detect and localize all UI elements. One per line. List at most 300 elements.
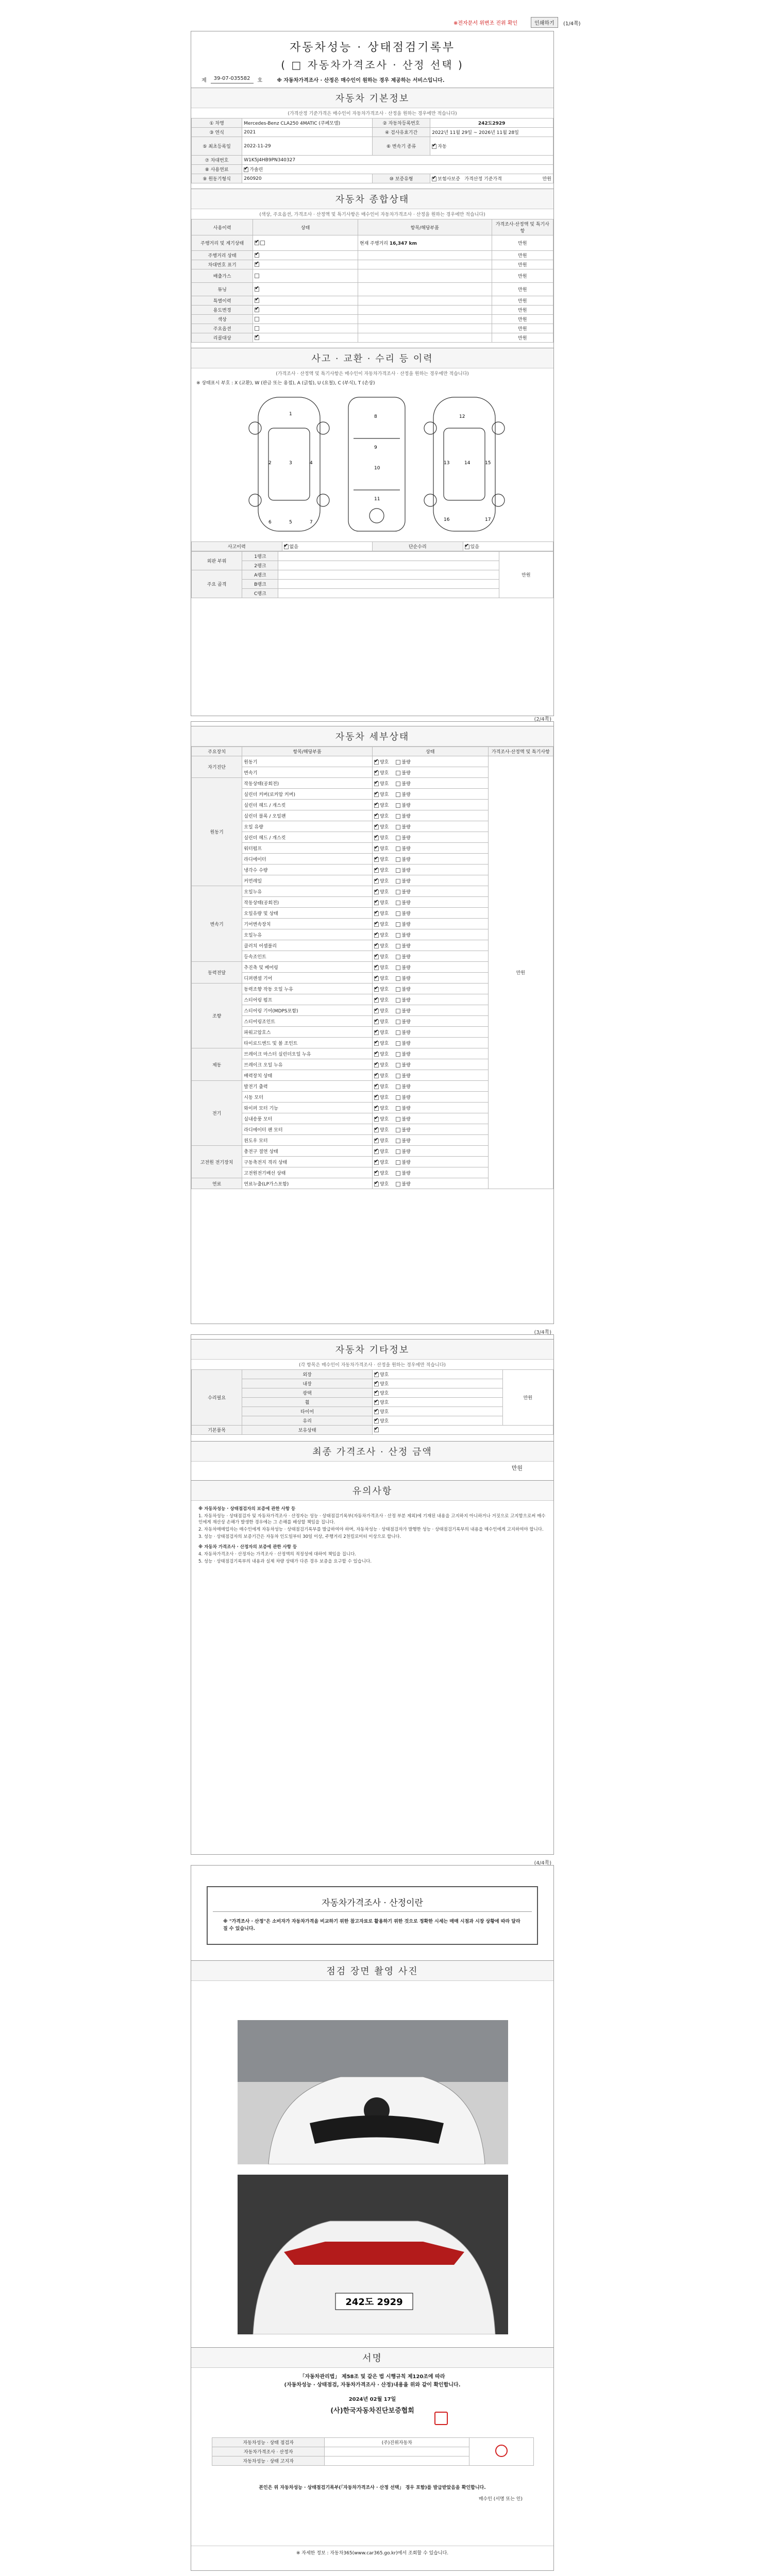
checkbox[interactable] bbox=[396, 1128, 400, 1132]
license-plate-text: 242도 2929 bbox=[345, 2297, 403, 2308]
group-label: 원동기 bbox=[192, 778, 242, 886]
checkbox[interactable] bbox=[374, 868, 379, 873]
checkbox[interactable] bbox=[396, 976, 400, 981]
checkbox[interactable] bbox=[396, 933, 400, 938]
notes-title: 유의사항 bbox=[191, 1480, 553, 1501]
panel-label: 8 bbox=[374, 414, 377, 419]
bad-label: 불량 bbox=[401, 1041, 411, 1046]
unit-cell: 만원 bbox=[492, 333, 553, 343]
rank-items bbox=[278, 580, 499, 589]
bad-label: 불량 bbox=[401, 1160, 411, 1165]
table-row bbox=[192, 315, 553, 324]
checkbox[interactable] bbox=[374, 998, 379, 1003]
checkbox[interactable] bbox=[396, 987, 400, 992]
wheel-outline bbox=[317, 422, 329, 434]
bad-label: 불량 bbox=[401, 889, 411, 895]
checkbox[interactable] bbox=[374, 1009, 379, 1013]
summary-table bbox=[191, 219, 553, 343]
row-label: 용도변경 bbox=[192, 306, 253, 315]
checkbox[interactable] bbox=[374, 1382, 379, 1386]
signer-label: 자동차성능 · 상태 점검자 bbox=[212, 2438, 325, 2447]
checkbox[interactable] bbox=[374, 901, 379, 905]
cell-value: 2021 bbox=[242, 128, 373, 137]
bad-label: 불량 bbox=[401, 933, 411, 938]
rank-label: A랭크 bbox=[242, 570, 278, 580]
checkbox[interactable] bbox=[374, 1149, 379, 1154]
checkbox[interactable] bbox=[374, 846, 379, 851]
item-label: 작동상태(공회전) bbox=[242, 897, 373, 908]
checkbox[interactable] bbox=[396, 944, 400, 948]
checkbox[interactable] bbox=[465, 545, 469, 549]
ok-label: 양호 bbox=[379, 1149, 389, 1155]
checkbox[interactable] bbox=[374, 922, 379, 927]
status-cell bbox=[253, 283, 358, 296]
status-cell bbox=[372, 1167, 488, 1178]
bad-label: 불량 bbox=[401, 868, 411, 873]
status-cell bbox=[372, 951, 488, 962]
ok-label: 양호 bbox=[379, 781, 389, 787]
ok-label: 양호 bbox=[379, 1400, 389, 1405]
checkbox[interactable] bbox=[396, 901, 400, 905]
checkbox[interactable] bbox=[374, 944, 379, 948]
checkbox[interactable] bbox=[374, 1095, 379, 1100]
header-cell: 사용이력 bbox=[192, 219, 253, 235]
panel-label: 12 bbox=[459, 414, 465, 419]
checkbox[interactable] bbox=[396, 1020, 400, 1024]
table-row bbox=[192, 1426, 553, 1435]
checkbox[interactable] bbox=[374, 1030, 379, 1035]
row-label: 리콜대상 bbox=[192, 333, 253, 343]
checkbox[interactable] bbox=[374, 836, 379, 840]
checkbox[interactable] bbox=[396, 825, 400, 829]
panel-label: 15 bbox=[485, 461, 491, 466]
table-row bbox=[192, 156, 553, 165]
outer-panel-label: 외판 부위 bbox=[192, 552, 242, 570]
note-line: 1. 자동차성능 · 상태점검자 및 자동차가격조사 · 산정자는 성능 · 상태점검기록부(자동차가격조사 · 산정 부분 제외)에 기재된 내용을 고지하지 아니하거나 거짓으로 고지함으로써 매수인에게 재산상 손해가 발생한 경우에는 그 손해를 배상할 책임을 집니다. bbox=[198, 1514, 546, 1525]
item-label: 브레이크 오일 누유 bbox=[242, 1059, 373, 1070]
notes-heading-2: ※ 자동차 가격조사 · 산정자의 보증에 관한 사항 등 bbox=[198, 1545, 297, 1550]
ok-label: 양호 bbox=[379, 987, 389, 992]
header-cell: 항목/해당부품 bbox=[242, 747, 373, 756]
row-label: 주행거리 상태 bbox=[192, 251, 253, 260]
signature-org: (사)한국자동차진단보증협회 bbox=[330, 2407, 414, 2415]
final-price-title: 최종 가격조사 · 산정 금액 bbox=[191, 1441, 553, 1462]
checkbox[interactable] bbox=[255, 253, 259, 258]
rear-car-image bbox=[238, 2175, 508, 2334]
item-cell bbox=[358, 269, 492, 283]
item-label: 작동상태(공회전) bbox=[242, 778, 373, 789]
buyer-signature[interactable]: 매수인 (서명 또는 인) bbox=[478, 2497, 523, 2502]
table-row bbox=[192, 1416, 553, 1426]
ok-label: 양호 bbox=[379, 1073, 389, 1079]
status-cell bbox=[372, 919, 488, 929]
rank-label: B랭크 bbox=[242, 580, 278, 589]
table-row bbox=[192, 260, 553, 269]
checkbox[interactable] bbox=[255, 241, 259, 245]
checkbox[interactable] bbox=[374, 1171, 379, 1176]
status-cell bbox=[372, 789, 488, 800]
row-label: 타이어 bbox=[242, 1407, 373, 1416]
checkbox[interactable] bbox=[396, 760, 400, 765]
page-2 bbox=[191, 717, 554, 1324]
checkbox[interactable] bbox=[396, 803, 400, 808]
checkbox[interactable] bbox=[396, 1182, 400, 1187]
panel-label: 4 bbox=[310, 461, 313, 466]
checkbox[interactable] bbox=[396, 868, 400, 873]
item-label: 동력조향 작동 오일 누유 bbox=[242, 984, 373, 994]
checkbox[interactable] bbox=[396, 998, 400, 1003]
status-cell bbox=[372, 962, 488, 973]
note-line: 3. 성능 · 상태점검자의 보증기간은 자동차 인도일부터 30일 이상, 주행거리 2천킬로미터 이상으로 합니다. bbox=[198, 1534, 401, 1539]
table-row bbox=[192, 283, 553, 296]
checkbox[interactable] bbox=[396, 1139, 400, 1143]
cell-label: ⑨ 원동기형식 bbox=[192, 174, 242, 183]
status-cell bbox=[372, 1370, 502, 1379]
header-cell: 가격조사·산정액 및 특기사항 bbox=[492, 219, 553, 235]
checkbox[interactable] bbox=[396, 1074, 400, 1078]
checkbox[interactable] bbox=[255, 262, 259, 267]
status-cell bbox=[253, 306, 358, 315]
item-label: 오일유량 및 상태 bbox=[242, 908, 373, 919]
accident-value: 없음 bbox=[289, 545, 298, 550]
cell-value bbox=[430, 137, 553, 156]
doc-title: 자동차성능 · 상태점검기록부 bbox=[289, 41, 455, 54]
mileage-cell bbox=[358, 235, 492, 251]
item-label: 시동 모터 bbox=[242, 1092, 373, 1103]
bad-label: 불량 bbox=[401, 1008, 411, 1014]
bad-label: 불량 bbox=[401, 1073, 411, 1079]
checkbox[interactable] bbox=[374, 1400, 379, 1405]
checkbox[interactable] bbox=[255, 308, 259, 312]
item-label: 구동축전지 격리 상태 bbox=[242, 1157, 373, 1167]
item-cell bbox=[358, 296, 492, 306]
item-label: 오일누유 bbox=[242, 886, 373, 897]
status-cell bbox=[372, 973, 488, 984]
forgery-check-notice[interactable]: ※전자문서 위변조 진위 확인 bbox=[453, 21, 518, 26]
final-price-unit: 만원 bbox=[511, 1465, 523, 1471]
ok-label: 양호 bbox=[379, 803, 389, 808]
checkbox[interactable] bbox=[374, 1410, 379, 1414]
bad-label: 불량 bbox=[401, 911, 411, 917]
item-cell bbox=[358, 306, 492, 315]
item-cell bbox=[358, 260, 492, 269]
unit-cell: 만원 bbox=[488, 756, 553, 1189]
checkbox[interactable] bbox=[284, 545, 289, 549]
checkbox[interactable] bbox=[396, 890, 400, 894]
ok-label: 양호 bbox=[379, 1008, 389, 1014]
status-cell bbox=[372, 1059, 488, 1070]
item-label: 워터펌프 bbox=[242, 843, 373, 854]
detail-title: 자동차 세부상태 bbox=[191, 726, 553, 747]
status-cell bbox=[372, 821, 488, 832]
wheel-outline bbox=[492, 494, 505, 506]
checkbox[interactable] bbox=[374, 1428, 379, 1432]
checkbox[interactable] bbox=[374, 1052, 379, 1057]
summary-sub: (색상, 주요옵션, 가격조사 · 산정액 및 특기사항은 매수인이 자동차가격조사 · 산정을 원하는 경우에만 적습니다) bbox=[259, 212, 485, 217]
mileage-value: 16,347 km bbox=[389, 241, 417, 246]
item-label: 라디에이터 팬 모터 bbox=[242, 1124, 373, 1135]
bad-label: 불량 bbox=[401, 759, 411, 765]
item-label: 스티어링 기어(MDPS포함) bbox=[242, 1005, 373, 1016]
bad-label: 불량 bbox=[401, 835, 411, 841]
status-cell bbox=[372, 1092, 488, 1103]
checkbox[interactable] bbox=[396, 1030, 400, 1035]
checkbox[interactable] bbox=[374, 1041, 379, 1046]
status-cell bbox=[372, 865, 488, 875]
checkbox[interactable] bbox=[396, 1041, 400, 1046]
etc-sub: (각 항목은 매수인이 자동차가격조사 · 산정을 원하는 경우에만 적습니다) bbox=[299, 1363, 446, 1368]
checkbox[interactable] bbox=[374, 1419, 379, 1423]
checkbox[interactable] bbox=[244, 167, 248, 172]
cell-value: 260920 bbox=[242, 174, 373, 183]
ok-label: 양호 bbox=[379, 889, 389, 895]
buyer-confirmation: 본인은 위 자동차성능 · 상태점검기록부(「자동차가격조사 · 산정 선택」 경우 포함)를 발급받았음을 확인합니다. bbox=[259, 2485, 486, 2490]
panel-label: 1 bbox=[289, 412, 292, 417]
bad-label: 불량 bbox=[401, 900, 411, 906]
checkbox[interactable] bbox=[374, 1182, 379, 1187]
cell-label: ⑥ 변속기 종류 bbox=[372, 137, 430, 156]
checkbox[interactable] bbox=[374, 1160, 379, 1165]
checkbox[interactable] bbox=[396, 1149, 400, 1154]
checkbox[interactable] bbox=[396, 1171, 400, 1176]
checkbox[interactable] bbox=[432, 144, 436, 149]
bad-label: 불량 bbox=[401, 1181, 411, 1187]
status-cell bbox=[372, 800, 488, 810]
table-row bbox=[192, 128, 553, 137]
basic-info-title: 자동차 기본정보 bbox=[191, 88, 553, 108]
ok-label: 양호 bbox=[379, 965, 389, 971]
item-label: 기어변속장치 bbox=[242, 919, 373, 929]
ok-label: 양호 bbox=[379, 1019, 389, 1025]
checkbox[interactable] bbox=[396, 1095, 400, 1100]
cell-value: W1K5J4HB9PN340327 bbox=[242, 156, 553, 165]
table-row bbox=[192, 235, 553, 251]
table-row bbox=[192, 251, 553, 260]
signature-date: 2024년 02월 17일 bbox=[348, 2397, 396, 2402]
ok-label: 양호 bbox=[379, 824, 389, 830]
checkbox[interactable] bbox=[396, 771, 400, 775]
row-label: 차대번호 표기 bbox=[192, 260, 253, 269]
status-cell bbox=[253, 269, 358, 283]
notes-heading-1: ※ 자동차성능 · 상태점검자의 보증에 관한 사항 등 bbox=[198, 1506, 296, 1512]
status-cell bbox=[372, 1178, 488, 1189]
cell-label: ⑦ 차대번호 bbox=[192, 156, 242, 165]
checkbox[interactable] bbox=[374, 1063, 379, 1067]
status-cell bbox=[372, 1135, 488, 1146]
row-label: 배출가스 bbox=[192, 269, 253, 283]
ok-label: 양호 bbox=[379, 943, 389, 949]
group-label: 동력전달 bbox=[192, 962, 242, 984]
row-label: 특별이력 bbox=[192, 296, 253, 306]
print-button[interactable]: 인쇄하기 bbox=[531, 17, 558, 28]
ok-label: 양호 bbox=[379, 1382, 389, 1387]
checkbox[interactable] bbox=[374, 1139, 379, 1143]
page-number-2: (2/4쪽) bbox=[534, 717, 551, 722]
ok-label: 양호 bbox=[379, 835, 389, 841]
bad-label: 불량 bbox=[401, 997, 411, 1003]
header-cell: 상태 bbox=[253, 219, 358, 235]
bad-label: 불량 bbox=[401, 1171, 411, 1176]
signer-label: 자동차성능 · 상태 고지자 bbox=[212, 2456, 325, 2466]
checkbox[interactable] bbox=[374, 825, 379, 829]
checkbox[interactable] bbox=[374, 955, 379, 959]
checkbox[interactable] bbox=[396, 922, 400, 927]
checkbox[interactable] bbox=[255, 335, 259, 340]
ok-label: 양호 bbox=[379, 900, 389, 906]
panel-label: 17 bbox=[485, 517, 491, 522]
checkbox[interactable] bbox=[374, 1117, 379, 1122]
page-4 bbox=[191, 1860, 554, 2571]
panel-label: 10 bbox=[374, 466, 380, 471]
checkbox[interactable] bbox=[374, 803, 379, 808]
item-label: 실린더 커버(로커암 커버) bbox=[242, 789, 373, 800]
checkbox[interactable] bbox=[255, 287, 259, 292]
ok-label: 양호 bbox=[379, 1181, 389, 1187]
panel-label: 7 bbox=[310, 520, 313, 525]
table-row bbox=[192, 1379, 553, 1388]
item-label: 와이퍼 모터 기능 bbox=[242, 1103, 373, 1113]
bad-label: 불량 bbox=[401, 824, 411, 830]
checkbox[interactable] bbox=[374, 911, 379, 916]
cell-label: ⑧ 사용연료 bbox=[192, 165, 242, 174]
item-cell bbox=[358, 251, 492, 260]
header-cell: 항목/해당부품 bbox=[358, 219, 492, 235]
checkbox[interactable] bbox=[374, 857, 379, 862]
checkbox[interactable] bbox=[374, 1372, 379, 1377]
table-row bbox=[192, 296, 553, 306]
checkbox[interactable] bbox=[255, 298, 259, 303]
checkbox[interactable] bbox=[396, 836, 400, 840]
status-cell bbox=[372, 1048, 488, 1059]
accident-title: 사고 · 교환 · 수리 등 이력 bbox=[191, 348, 553, 368]
checkbox[interactable] bbox=[396, 1084, 400, 1089]
ok-label: 양호 bbox=[379, 1062, 389, 1068]
rank-label: 2랭크 bbox=[242, 561, 278, 570]
signer-label: 자동차가격조사 · 산정자 bbox=[212, 2447, 325, 2456]
checkbox[interactable] bbox=[396, 1063, 400, 1067]
checkbox[interactable] bbox=[396, 782, 400, 786]
table-row bbox=[192, 165, 553, 174]
table-row bbox=[192, 1388, 553, 1398]
checkbox[interactable] bbox=[374, 976, 379, 981]
checkbox[interactable] bbox=[255, 317, 259, 321]
checkbox[interactable] bbox=[396, 1160, 400, 1165]
checkbox[interactable] bbox=[255, 326, 259, 331]
bad-label: 불량 bbox=[401, 1138, 411, 1144]
checkbox[interactable] bbox=[374, 1106, 379, 1111]
status-cell bbox=[253, 333, 358, 343]
item-label: 라디에이터 bbox=[242, 854, 373, 865]
ok-label: 양호 bbox=[379, 1391, 389, 1396]
bad-label: 불량 bbox=[401, 1116, 411, 1122]
status-cell bbox=[253, 260, 358, 269]
main-frame-label: 주요 골격 bbox=[192, 570, 242, 598]
bad-label: 불량 bbox=[401, 987, 411, 992]
checkbox[interactable] bbox=[374, 890, 379, 894]
bad-label: 불량 bbox=[401, 857, 411, 862]
checkbox[interactable] bbox=[396, 1106, 400, 1111]
frame-circle bbox=[369, 509, 384, 523]
checkbox[interactable] bbox=[396, 792, 400, 797]
consumer-info-box bbox=[207, 1886, 538, 1945]
table-row bbox=[212, 2438, 534, 2447]
doc-subtitle: ( □ 자동차가격조사 · 산정 선택 ) bbox=[281, 59, 464, 71]
checkbox[interactable] bbox=[374, 814, 379, 819]
checkbox[interactable] bbox=[374, 792, 379, 797]
ok-label: 양호 bbox=[379, 1084, 389, 1090]
checkbox[interactable] bbox=[396, 857, 400, 862]
checkbox[interactable] bbox=[396, 814, 400, 819]
checkbox[interactable] bbox=[374, 760, 379, 765]
checkbox[interactable] bbox=[374, 1020, 379, 1024]
table-row bbox=[192, 306, 553, 315]
repair-label: 단순수리 bbox=[373, 542, 463, 551]
row-label: 내장 bbox=[242, 1379, 373, 1388]
checkbox[interactable] bbox=[396, 911, 400, 916]
checkbox[interactable] bbox=[396, 965, 400, 970]
checkbox[interactable] bbox=[374, 782, 379, 786]
item-label: 충전구 절연 상태 bbox=[242, 1146, 373, 1157]
rank-items bbox=[278, 589, 499, 598]
panel-label: 16 bbox=[444, 517, 450, 522]
checkbox[interactable] bbox=[374, 879, 379, 884]
checkbox[interactable] bbox=[374, 987, 379, 992]
table-row bbox=[192, 174, 553, 183]
status-cell bbox=[372, 1113, 488, 1124]
checkbox[interactable] bbox=[396, 1009, 400, 1013]
checkbox[interactable] bbox=[396, 955, 400, 959]
checkbox[interactable] bbox=[374, 1391, 379, 1396]
ok-label: 양호 bbox=[379, 1127, 389, 1133]
status-cell bbox=[372, 940, 488, 951]
cell-value: Mercedes-Benz CLA250 4MATIC (쿠페모델) bbox=[242, 118, 373, 128]
org-seal-icon bbox=[434, 2412, 448, 2425]
ok-label: 양호 bbox=[379, 1041, 389, 1046]
checkbox[interactable] bbox=[260, 241, 265, 245]
checkbox[interactable] bbox=[396, 1117, 400, 1122]
checkbox[interactable] bbox=[374, 1074, 379, 1078]
checkbox[interactable] bbox=[396, 846, 400, 851]
group-label: 변속기 bbox=[192, 886, 242, 962]
item-cell bbox=[358, 324, 492, 333]
status-cell bbox=[372, 1005, 488, 1016]
status-cell bbox=[372, 1027, 488, 1038]
checkbox[interactable] bbox=[396, 879, 400, 884]
table-header-row bbox=[192, 747, 553, 756]
table-row bbox=[192, 269, 553, 283]
price-unit: 만원 bbox=[542, 177, 551, 182]
item-label: 커먼레일 bbox=[242, 875, 373, 886]
checkbox[interactable] bbox=[396, 1052, 400, 1057]
cell-label: ⑤ 최초등록일 bbox=[192, 137, 242, 156]
checkbox[interactable] bbox=[432, 177, 436, 181]
status-cell bbox=[372, 767, 488, 778]
ok-label: 양호 bbox=[379, 770, 389, 776]
checkbox[interactable] bbox=[374, 1128, 379, 1132]
group-label: 조향 bbox=[192, 984, 242, 1048]
checkbox[interactable] bbox=[374, 1084, 379, 1089]
checkbox[interactable] bbox=[374, 965, 379, 970]
panel-label: 9 bbox=[374, 445, 377, 450]
status-cell bbox=[372, 994, 488, 1005]
checkbox[interactable] bbox=[374, 933, 379, 938]
checkbox[interactable] bbox=[255, 274, 259, 278]
checkbox[interactable] bbox=[374, 771, 379, 775]
bad-label: 불량 bbox=[401, 792, 411, 798]
accident-legend: ※ 상태표시 부호 : X (교환), W (판금 또는 용접), A (긁힘), U (요철), C (부식), T (손상) bbox=[196, 381, 375, 386]
row-label: 광택 bbox=[242, 1388, 373, 1398]
row-label: 주행거리 및 계기상태 bbox=[192, 235, 253, 251]
